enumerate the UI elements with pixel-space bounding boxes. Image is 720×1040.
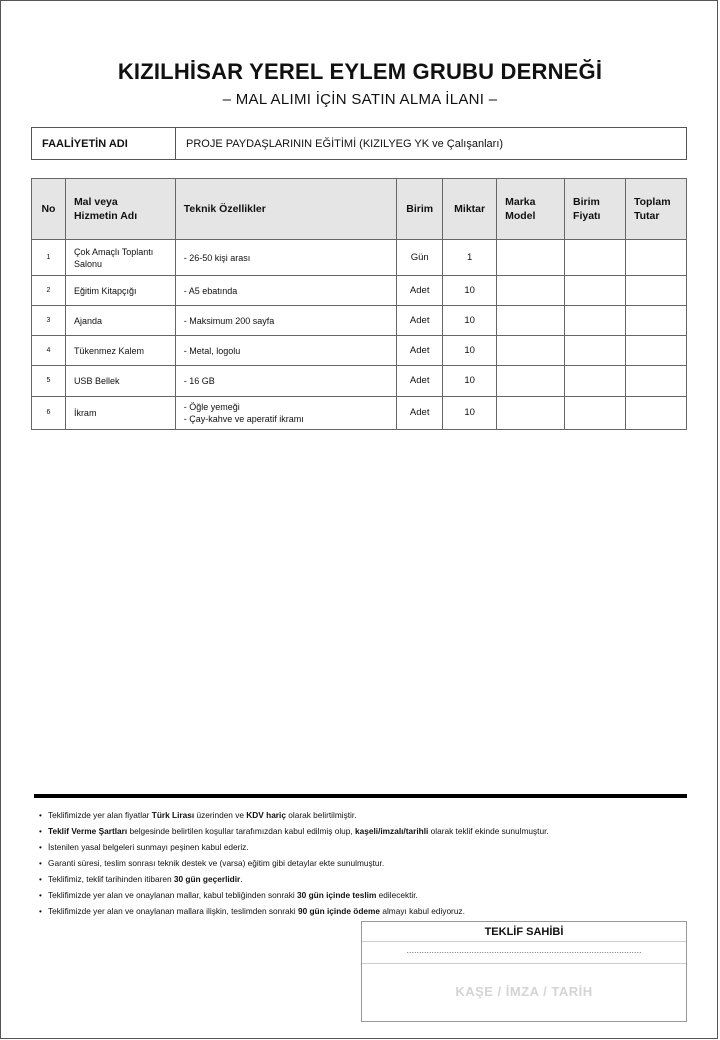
table-header-row [32,179,687,240]
note-text: Garanti süresi, teslim sonrası teknik destek ve (varsa) eğitim gibi detaylar ekte sunulmuştur. [48,858,385,868]
header-specs: Teknik Özellikler [175,179,396,240]
header-qty: Miktar [443,179,497,240]
header-brand-line2: Model [505,210,536,222]
note-text: . [240,874,243,884]
spec-line: - A5 ebatında [183,285,238,296]
note-text: İstenilen yasal belgeleri sunmayı peşinen kabul ederiz. [48,842,249,852]
cell-brand [497,336,565,366]
list-item [39,871,679,887]
items-table [31,178,687,430]
header-unit: Birim [397,179,443,240]
document-subtitle: – MAL ALIMI İÇİN SATIN ALMA İLANI – [222,91,498,108]
emphasis-text: Teklif Verme Şartları [48,826,128,836]
cell-unit-price [565,397,626,430]
cell-unit: Adet [397,336,443,366]
header-brand-line1: Marka [505,196,536,208]
header-unit-price-line1: Birim [573,196,600,208]
cell-specs [175,240,396,276]
cell-qty: 10 [443,306,497,336]
emphasis-text: 30 gün geçerlidir [173,874,241,884]
section-divider [34,794,687,798]
list-item [39,855,679,871]
signature-line: .............................................................................................. [362,942,686,964]
cell-specs [175,276,396,306]
cell-specs [175,306,396,336]
cell-unit-price [565,276,626,306]
header-item-name [65,179,175,240]
note-text: olarak belirtilmiştir. [285,810,357,820]
header-unit-price-line2: Fiyatı [573,210,601,222]
note-text: Teklifimizde yer alan ve onaylanan mallara ilişkin, teslimden sonraki [48,906,298,916]
cell-brand [497,397,565,430]
list-item [39,903,679,919]
table-row [32,240,687,276]
cell-item-name: Eğitim Kitapçığı [65,276,175,306]
spec-line: - Çay-kahve ve aperatif ikramı [183,414,304,424]
cell-qty: 1 [443,240,497,276]
cell-brand [497,240,565,276]
cell-qty: 10 [443,336,497,366]
table-row [32,397,687,430]
cell-no: 1 [32,240,66,276]
signature-box [361,921,687,1022]
cell-total [625,306,686,336]
emphasis-text: Türk Lirası [151,810,195,820]
table-row [32,336,687,366]
cell-no: 2 [32,276,66,306]
note-text: Teklifimiz, teklif tarihinden itibaren [48,874,174,884]
cell-qty: 10 [443,366,497,397]
cell-unit: Gün [397,240,443,276]
cell-unit: Adet [397,366,443,397]
note-text: belgesinde belirtilen koşullar tarafımızdan kabul edilmiş olup, [127,826,355,836]
cell-unit-price [565,306,626,336]
header-brand [497,179,565,240]
emphasis-text: kaşeli/imzalı/tarihli [355,826,429,836]
note-text: edilecektir. [376,890,418,900]
header-item-name-line2: Hizmetin Adı [73,210,138,222]
spec-line: - 16 GB [183,376,215,386]
cell-item-name: USB Bellek [65,366,175,397]
header-total-line1: Toplam [633,196,671,208]
activity-label: FAALİYETİN ADI [32,128,176,159]
table-row [32,306,687,336]
header-total [625,179,686,240]
items-table-body [32,240,687,430]
header-item-name-line1: Mal veya [73,196,118,208]
header-total-line2: Tutar [633,210,660,222]
signature-title: TEKLİF SAHİBİ [362,922,686,942]
activity-box [31,127,687,160]
cell-no: 6 [32,397,66,430]
emphasis-text: 90 gün içinde ödeme [297,906,381,916]
cell-unit: Adet [397,276,443,306]
cell-qty: 10 [443,397,497,430]
cell-unit-price [565,366,626,397]
cell-qty: 10 [443,276,497,306]
cell-brand [497,306,565,336]
cell-no: 3 [32,306,66,336]
cell-no: 5 [32,366,66,397]
cell-specs [175,336,396,366]
table-row [32,366,687,397]
cell-brand [497,366,565,397]
list-item [39,887,679,903]
spec-line: - Metal, logolu [183,345,241,356]
cell-specs [175,397,396,430]
terms-list [39,807,679,919]
stamp-signature-date-placeholder: KAŞE / İMZA / TARİH [455,984,593,999]
list-item [39,807,679,823]
spec-line: - Maksimum 200 sayfa [183,315,275,326]
activity-value: PROJE PAYDAŞLARININ EĞİTİMİ (KIZILYEG YK ve Çalışanları) [186,137,504,150]
list-item [39,839,679,855]
header-no: No [32,179,66,240]
note-text: üzerinden ve [194,810,247,820]
cell-specs [175,366,396,397]
table-row [32,276,687,306]
cell-total [625,336,686,366]
cell-total [625,276,686,306]
note-text: olarak teklif ekinde sunulmuştur. [428,826,549,836]
cell-brand [497,276,565,306]
note-text: almayı kabul ediyoruz. [380,906,465,916]
document-title: KIZILHİSAR YEREL EYLEM GRUBU DERNEĞİ [117,59,603,84]
cell-unit: Adet [397,306,443,336]
spec-line: - Öğle yemeği [183,402,240,412]
cell-unit: Adet [397,397,443,430]
emphasis-text: 30 gün içinde teslim [297,890,377,900]
cell-item-name: İkram [65,397,175,430]
spec-line: - 26-50 kişi arası [183,252,251,263]
emphasis-text: KDV hariç [246,810,286,820]
cell-total [625,397,686,430]
cell-unit-price [565,336,626,366]
note-text: Teklifimizde yer alan ve onaylanan mallar, kabul tebliğinden sonraki [48,890,298,900]
cell-item-name: Tükenmez Kalem [65,336,175,366]
cell-unit-price [565,240,626,276]
cell-no: 4 [32,336,66,366]
cell-item-name: Ajanda [65,306,175,336]
cell-item-name: Çok Amaçlı Toplantı Salonu [65,240,175,276]
cell-total [625,366,686,397]
header-unit-price [565,179,626,240]
cell-total [625,240,686,276]
note-text: Teklifimizde yer alan fiyatlar [48,810,152,820]
list-item [39,823,679,839]
